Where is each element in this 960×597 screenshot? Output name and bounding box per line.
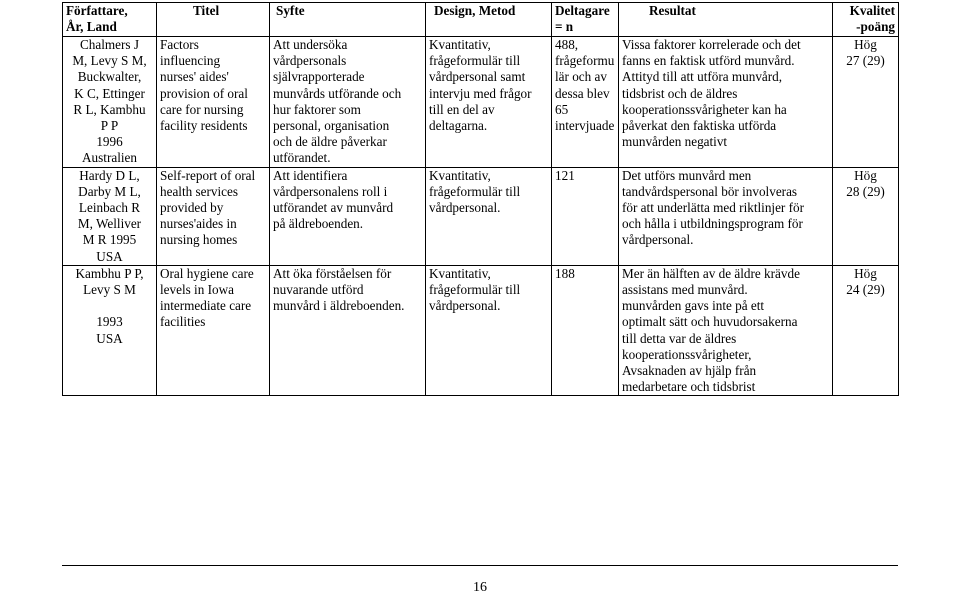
cell-title: Oral hygiene care levels in Iowa intermediate care facilities	[157, 265, 270, 396]
table-row	[63, 37, 899, 168]
cell-result: Mer än hälften av de äldre krävde assistans med munvård. munvården gavs inte på ett optimalt sätt och huvudorsakerna till detta var de äldres kooperationssvårigheter, Avsaknaden av hjälp från medarbetare och tidsbrist	[619, 265, 833, 396]
header-purpose: Syfte	[270, 3, 426, 37]
header-participants: Deltagare = n	[552, 3, 619, 37]
cell-result: Det utförs munvård men tandvårdspersonal bör involveras för att underlätta med riktlinjer för och hålla i utbildningsprogram för vårdpersonal.	[619, 167, 833, 265]
cell-title: Factors influencing nurses' aides' provision of oral care for nursing facility residents	[157, 37, 270, 168]
review-table	[62, 2, 899, 396]
page-number: 16	[473, 580, 487, 595]
table-row	[63, 167, 899, 265]
cell-design: Kvantitativ, frågeformulär till vårdpersonal.	[426, 265, 552, 396]
header-title: Titel	[157, 3, 270, 37]
cell-quality: Hög 28 (29)	[833, 167, 899, 265]
cell-participants: 488, frågeformu lär och av dessa blev 65 intervjuade	[552, 37, 619, 168]
cell-participants: 188	[552, 265, 619, 396]
header-quality: Kvalitet -poäng	[833, 3, 899, 37]
cell-title: Self-report of oral health services provided by nurses'aides in nursing homes	[157, 167, 270, 265]
cell-participants: 121	[552, 167, 619, 265]
cell-quality: Hög 24 (29)	[833, 265, 899, 396]
header-author: Författare, År, Land	[63, 3, 157, 37]
header-result: Resultat	[619, 3, 833, 37]
header-design: Design, Metod	[426, 3, 552, 37]
table-header-row	[63, 3, 899, 37]
cell-author: Kambhu P P, Levy S M 1993 USA	[63, 265, 157, 396]
cell-quality: Hög 27 (29)	[833, 37, 899, 168]
cell-purpose: Att öka förståelsen för nuvarande utförd munvård i äldreboenden.	[270, 265, 426, 396]
cell-purpose: Att undersöka vårdpersonals självrapporterade munvårds utförande och hur faktorer som personal, organisation och de äldre påverkar utförandet.	[270, 37, 426, 168]
cell-author: Hardy D L, Darby M L, Leinbach R M, Welliver M R 1995 USA	[63, 167, 157, 265]
footer-divider	[62, 565, 898, 566]
cell-author: Chalmers J M, Levy S M, Buckwalter, K C, Ettinger R L, Kambhu P P 1996 Australien	[63, 37, 157, 168]
table-row	[63, 265, 899, 396]
cell-design: Kvantitativ, frågeformulär till vårdpersonal.	[426, 167, 552, 265]
cell-purpose: Att identifiera vårdpersonalens roll i utförandet av munvård på äldreboenden.	[270, 167, 426, 265]
cell-design: Kvantitativ, frågeformulär till vårdpersonal samt intervju med frågor till en del av deltagarna.	[426, 37, 552, 168]
cell-result: Vissa faktorer korrelerade och det fanns en faktisk utförd munvård. Attityd till att utföra munvård, tidsbrist och de äldres kooperationssvårigheter kan ha påverkat den faktiska utförda munvården negativt	[619, 37, 833, 168]
